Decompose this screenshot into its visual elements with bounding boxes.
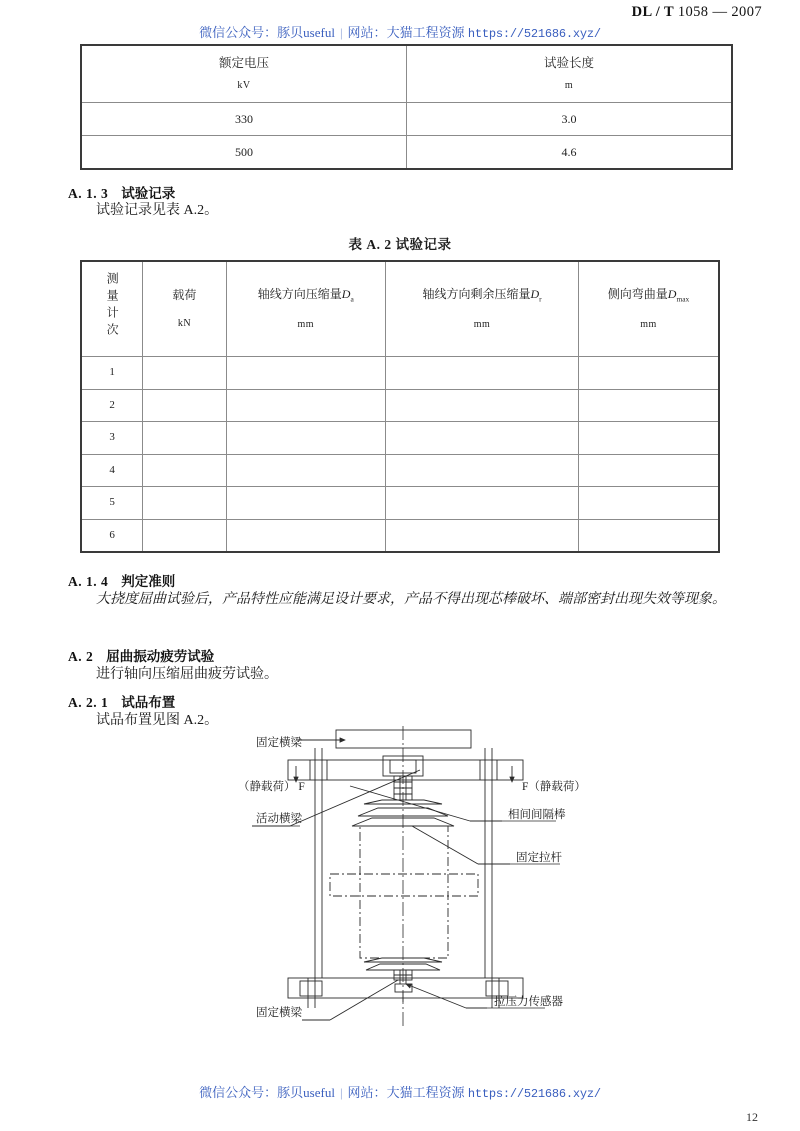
header-cell-load [143,261,226,357]
cell-residual[interactable] [386,422,579,455]
cell-index: 4 [81,454,143,487]
cell-axial[interactable] [226,389,386,422]
header-cell-voltage [81,45,407,103]
header-subscript-axial: a [350,294,354,304]
header-name-lateral: 侧向弯曲量 [607,287,668,302]
site-name-footer: 大猫工程资源 [386,1085,465,1100]
site-label-footer: 网站： [347,1085,387,1100]
table-row [81,389,719,422]
cell-axial[interactable] [226,422,386,455]
figure-label-group [0,726,800,1036]
header-name-axial: 轴线方向压缩量 [257,287,342,302]
cell-axial[interactable] [226,519,386,552]
cell-residual[interactable] [386,389,579,422]
promo-separator-footer: | [339,1085,343,1100]
header-cell-index [81,261,143,357]
table-rated-voltage [80,44,733,170]
promo-separator: | [339,25,343,40]
cell-lateral[interactable] [579,519,719,552]
label-fixed-tie-rod: 固定拉杆 [516,852,562,864]
table-row [81,357,719,390]
header-cell-axial-compression [226,261,386,357]
label-static-load-right [522,778,586,794]
standard-dash: — [712,4,728,20]
cell-load[interactable] [143,389,226,422]
header-symbol-axial: D [341,287,351,302]
promo-url[interactable]: https://521686.xyz/ [467,27,601,41]
cell-index: 1 [81,357,143,390]
section-number-a14: A. 1. 4 [68,574,109,589]
section-body-a2: 进行轴向压缩屈曲疲劳试验。 [96,667,278,682]
cell-index: 3 [81,422,143,455]
cell-lateral[interactable] [579,389,719,422]
cell-load[interactable] [143,422,226,455]
cell-load[interactable] [143,357,226,390]
section-heading-a14 [68,570,175,590]
table-row [81,487,719,520]
cell-index: 6 [81,519,143,552]
wechat-name: 豚贝useful [277,25,335,40]
table-row [81,103,732,136]
header-name-voltage: 额定电压 [218,56,269,71]
cell-load[interactable] [143,519,226,552]
header-cell-length [407,45,733,103]
wechat-label: 微信公众号： [199,25,278,40]
label-fixed-beam-bottom: 固定横梁 [256,1007,302,1019]
cell-residual[interactable] [386,519,579,552]
header-unit-load: kN [177,317,192,329]
cell-residual[interactable] [386,487,579,520]
cell-load[interactable] [143,487,226,520]
table-test-record [80,260,720,553]
cell-lateral[interactable] [579,357,719,390]
standard-code: DL / T [631,4,674,20]
cell-index: 2 [81,389,143,422]
cell-length-330: 3.0 [407,103,733,136]
section-body-a14: 大挠度屈曲试验后，产品特性应能满足设计要求，产品不得出现芯棒破坏、端部密封出现失效等现象。 [96,592,726,607]
label-movable-beam: 活动横梁 [256,813,302,825]
site-label: 网站： [347,25,387,40]
header-name-residual: 轴线方向剩余压缩量 [422,287,531,302]
table-caption-a2: 表 A. 2 试验记录 [348,237,452,252]
header-symbol-lateral: D [667,287,677,302]
header-name-index: 测量计次 [105,271,120,340]
table-row [81,136,732,170]
header-unit-residual: mm [473,319,491,331]
cell-lateral[interactable] [579,487,719,520]
section-title-a2: 屈曲振动疲劳试验 [106,649,215,664]
section-heading-a21 [68,691,175,711]
header-cell-lateral-bending [579,261,719,357]
standard-header [632,4,762,21]
label-fixed-beam-top: 固定横梁 [256,737,302,749]
cell-axial[interactable] [226,357,386,390]
section-body-a13: 试验记录见表 A.2。 [96,203,219,218]
label-load-cell: 拉压力传感器 [494,996,563,1008]
cell-axial[interactable] [226,487,386,520]
wechat-label-footer: 微信公众号： [199,1085,278,1100]
promo-banner-top [0,22,800,41]
standard-year: 2007 [731,4,762,20]
header-unit-axial: mm [297,319,315,331]
cell-index: 5 [81,487,143,520]
header-name-load: 载荷 [172,287,197,302]
standard-number: 1058 [677,4,709,20]
section-title-a21: 试品布置 [121,695,176,710]
cell-axial[interactable] [226,454,386,487]
promo-banner-bottom [0,1082,800,1101]
header-subscript-lateral: max [676,294,690,304]
cell-load[interactable] [143,454,226,487]
table-row-header [81,261,719,357]
section-heading-a2 [68,645,214,665]
section-title-a14: 判定准则 [121,574,176,589]
label-static-load-left-text: （静载荷） [238,781,296,793]
table-row [81,519,719,552]
table-row [81,454,719,487]
page-number: 12 [746,1110,758,1124]
header-unit-length: m [564,80,574,92]
label-static-load-right-text: （静载荷） [528,781,586,793]
section-number-a21: A. 2. 1 [68,695,109,710]
section-title-a13: 试验记录 [121,186,176,201]
section-heading-a13 [68,182,175,202]
cell-residual[interactable] [386,357,579,390]
promo-url-footer[interactable]: https://521686.xyz/ [467,1087,601,1101]
section-number-a13: A. 1. 3 [68,186,109,201]
label-phase-spacer: 相间间隔棒 [508,809,566,821]
label-force-symbol-right: F [522,781,529,793]
cell-voltage-500: 500 [81,136,407,170]
site-name: 大猫工程资源 [386,25,465,40]
cell-residual[interactable] [386,454,579,487]
section-number-a2: A. 2 [68,649,94,664]
label-force-symbol-left: F [298,781,305,793]
cell-lateral[interactable] [579,454,719,487]
header-unit-voltage: kV [237,80,251,92]
header-unit-lateral: mm [640,319,657,331]
wechat-name-footer: 豚贝useful [277,1085,335,1100]
header-cell-residual-compression [386,261,579,357]
header-subscript-residual: r [539,294,542,304]
table-row-header [81,45,732,103]
header-symbol-residual: D [530,287,540,302]
label-static-load-left [238,778,305,794]
cell-lateral[interactable] [579,422,719,455]
table-row [81,422,719,455]
header-name-length: 试验长度 [543,56,594,71]
cell-voltage-330: 330 [81,103,407,136]
cell-length-500: 4.6 [407,136,733,170]
section-body-a21: 试品布置见图 A.2。 [96,713,219,728]
